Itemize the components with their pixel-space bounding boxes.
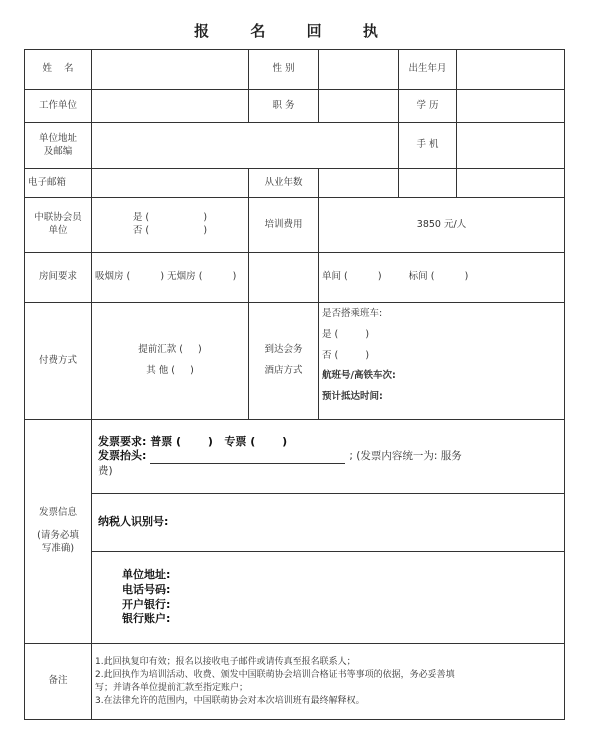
mobile-field[interactable] (457, 123, 565, 169)
form-title: 报 名 回 执 (194, 22, 396, 40)
pay-hotel-label (249, 303, 319, 420)
member-label (25, 198, 92, 253)
pay-other-option[interactable]: 其 他 ( ) (146, 365, 194, 376)
shuttle-yes-option[interactable]: 是 ( ) (322, 328, 370, 340)
position-label: 职 务 (249, 90, 319, 123)
shuttle-question: 是否搭乘班车: (322, 308, 383, 319)
row-email (25, 169, 565, 198)
tax-id-label: 纳税人识别号: (98, 515, 169, 529)
remarks-label: 备注 (25, 644, 92, 720)
pay-hotel-line1: 到达会务 (264, 344, 303, 356)
pay-prepay-option[interactable]: 提前汇款 ( ) (138, 344, 202, 356)
room-smoking-option[interactable]: 吸烟房 ( ) (95, 271, 165, 283)
member-options (92, 198, 249, 253)
address-label-line1: 单位地址 (38, 132, 77, 144)
birth-field[interactable] (457, 50, 565, 90)
tax-id-cell[interactable] (92, 494, 565, 552)
room-single-option[interactable]: 单间 ( ) (322, 271, 382, 283)
row-name (25, 50, 565, 90)
phone-label[interactable]: 电话号码: (122, 582, 171, 596)
unit-address-label[interactable]: 单位地址: (122, 567, 171, 581)
gender-field[interactable] (319, 50, 399, 90)
row-room (25, 253, 565, 303)
member-yes-option[interactable]: 是 ( ) (132, 212, 208, 224)
work-unit-field[interactable] (92, 90, 249, 123)
row-payment (25, 303, 565, 420)
flight-number-label: 航班号/高铁车次: (322, 370, 396, 382)
member-label-line2: 单位 (48, 225, 68, 236)
row-address (25, 123, 565, 169)
member-no-option[interactable]: 否 ( ) (132, 225, 208, 236)
education-label: 学 历 (399, 90, 457, 123)
invoice-header-label: 发票抬头: (98, 449, 147, 463)
arrival-time-label: 预计抵达时间: (322, 391, 383, 403)
fee-value: 3850 元/人 (319, 198, 565, 253)
room-nonsmoking-option[interactable]: 无烟房 ( ) (167, 271, 237, 283)
shuttle-cell (319, 303, 565, 420)
invoice-note-line2: 写准确) (41, 542, 75, 554)
room-standard-option[interactable]: 标间 ( ) (408, 271, 469, 283)
invoice-type-options[interactable]: 发票要求: 普票 ( ) 专票 ( ) (98, 434, 288, 448)
birth-label: 出生年月 (399, 50, 457, 90)
member-label-line1: 中联协会员 (34, 212, 82, 224)
bank-label[interactable]: 开户银行: (122, 597, 171, 611)
education-field[interactable] (457, 90, 565, 123)
address-field[interactable] (92, 123, 399, 169)
bank-info-cell (92, 552, 565, 644)
empty-cell-2 (457, 169, 565, 198)
room-label: 房间要求 (25, 253, 92, 303)
remarks-cell (92, 644, 565, 720)
address-label (25, 123, 92, 169)
row-member (25, 198, 565, 253)
invoice-label-cell (25, 420, 92, 644)
row-remarks (25, 644, 565, 720)
years-field[interactable] (319, 169, 399, 198)
payment-label: 付费方式 (25, 303, 92, 420)
invoice-header-input[interactable] (150, 452, 345, 464)
registration-form (24, 49, 565, 720)
invoice-content-note-2: 费) (98, 465, 113, 478)
invoice-requirement-cell (92, 420, 565, 494)
payment-options (92, 303, 249, 420)
work-unit-label: 工作单位 (25, 90, 92, 123)
shuttle-no-option[interactable]: 否 ( ) (322, 349, 370, 361)
account-label[interactable]: 银行账户: (122, 612, 171, 626)
row-invoice-req (25, 420, 565, 494)
email-field[interactable] (92, 169, 249, 198)
remark-3: 3.在法律允许的范围内，中国联萌协会对本次培训班有最终解释权。 (95, 696, 365, 707)
fee-label: 培训费用 (249, 198, 319, 253)
invoice-header-row (98, 449, 561, 464)
years-label: 从业年数 (249, 169, 319, 198)
gender-label: 性 别 (249, 50, 319, 90)
remark-1: 1.此回执复印有效；报名以接收电子邮件或请传真至报名联系人； (95, 656, 356, 667)
invoice-note-line1: (请务必填 (37, 530, 79, 542)
email-label: 电子邮箱 (25, 169, 92, 198)
pay-hotel-line2: 酒店方式 (264, 365, 303, 376)
position-field[interactable] (319, 90, 399, 123)
remark-2b: 写；并请各单位提前汇款至指定账户； (95, 683, 249, 693)
room-type-cell (319, 253, 565, 303)
mobile-label: 手 机 (399, 123, 457, 169)
invoice-content-note: ; (发票内容统一为: 服务 (349, 450, 462, 463)
row-work (25, 90, 565, 123)
row-bank (25, 552, 565, 644)
remark-2: 2.此回执作为培训活动、收费、颁发中国联萌协会培训合格证书等事项的依据，务必妥善填 (95, 669, 455, 680)
empty-cell-1 (399, 169, 457, 198)
row-tax (25, 494, 565, 552)
name-field[interactable] (92, 50, 249, 90)
empty-room-cell (249, 253, 319, 303)
name-label: 姓 名 (25, 50, 92, 90)
address-label-line2: 及邮编 (43, 145, 73, 157)
invoice-label: 发票信息 (38, 507, 77, 519)
room-smoking-cell (92, 253, 249, 303)
